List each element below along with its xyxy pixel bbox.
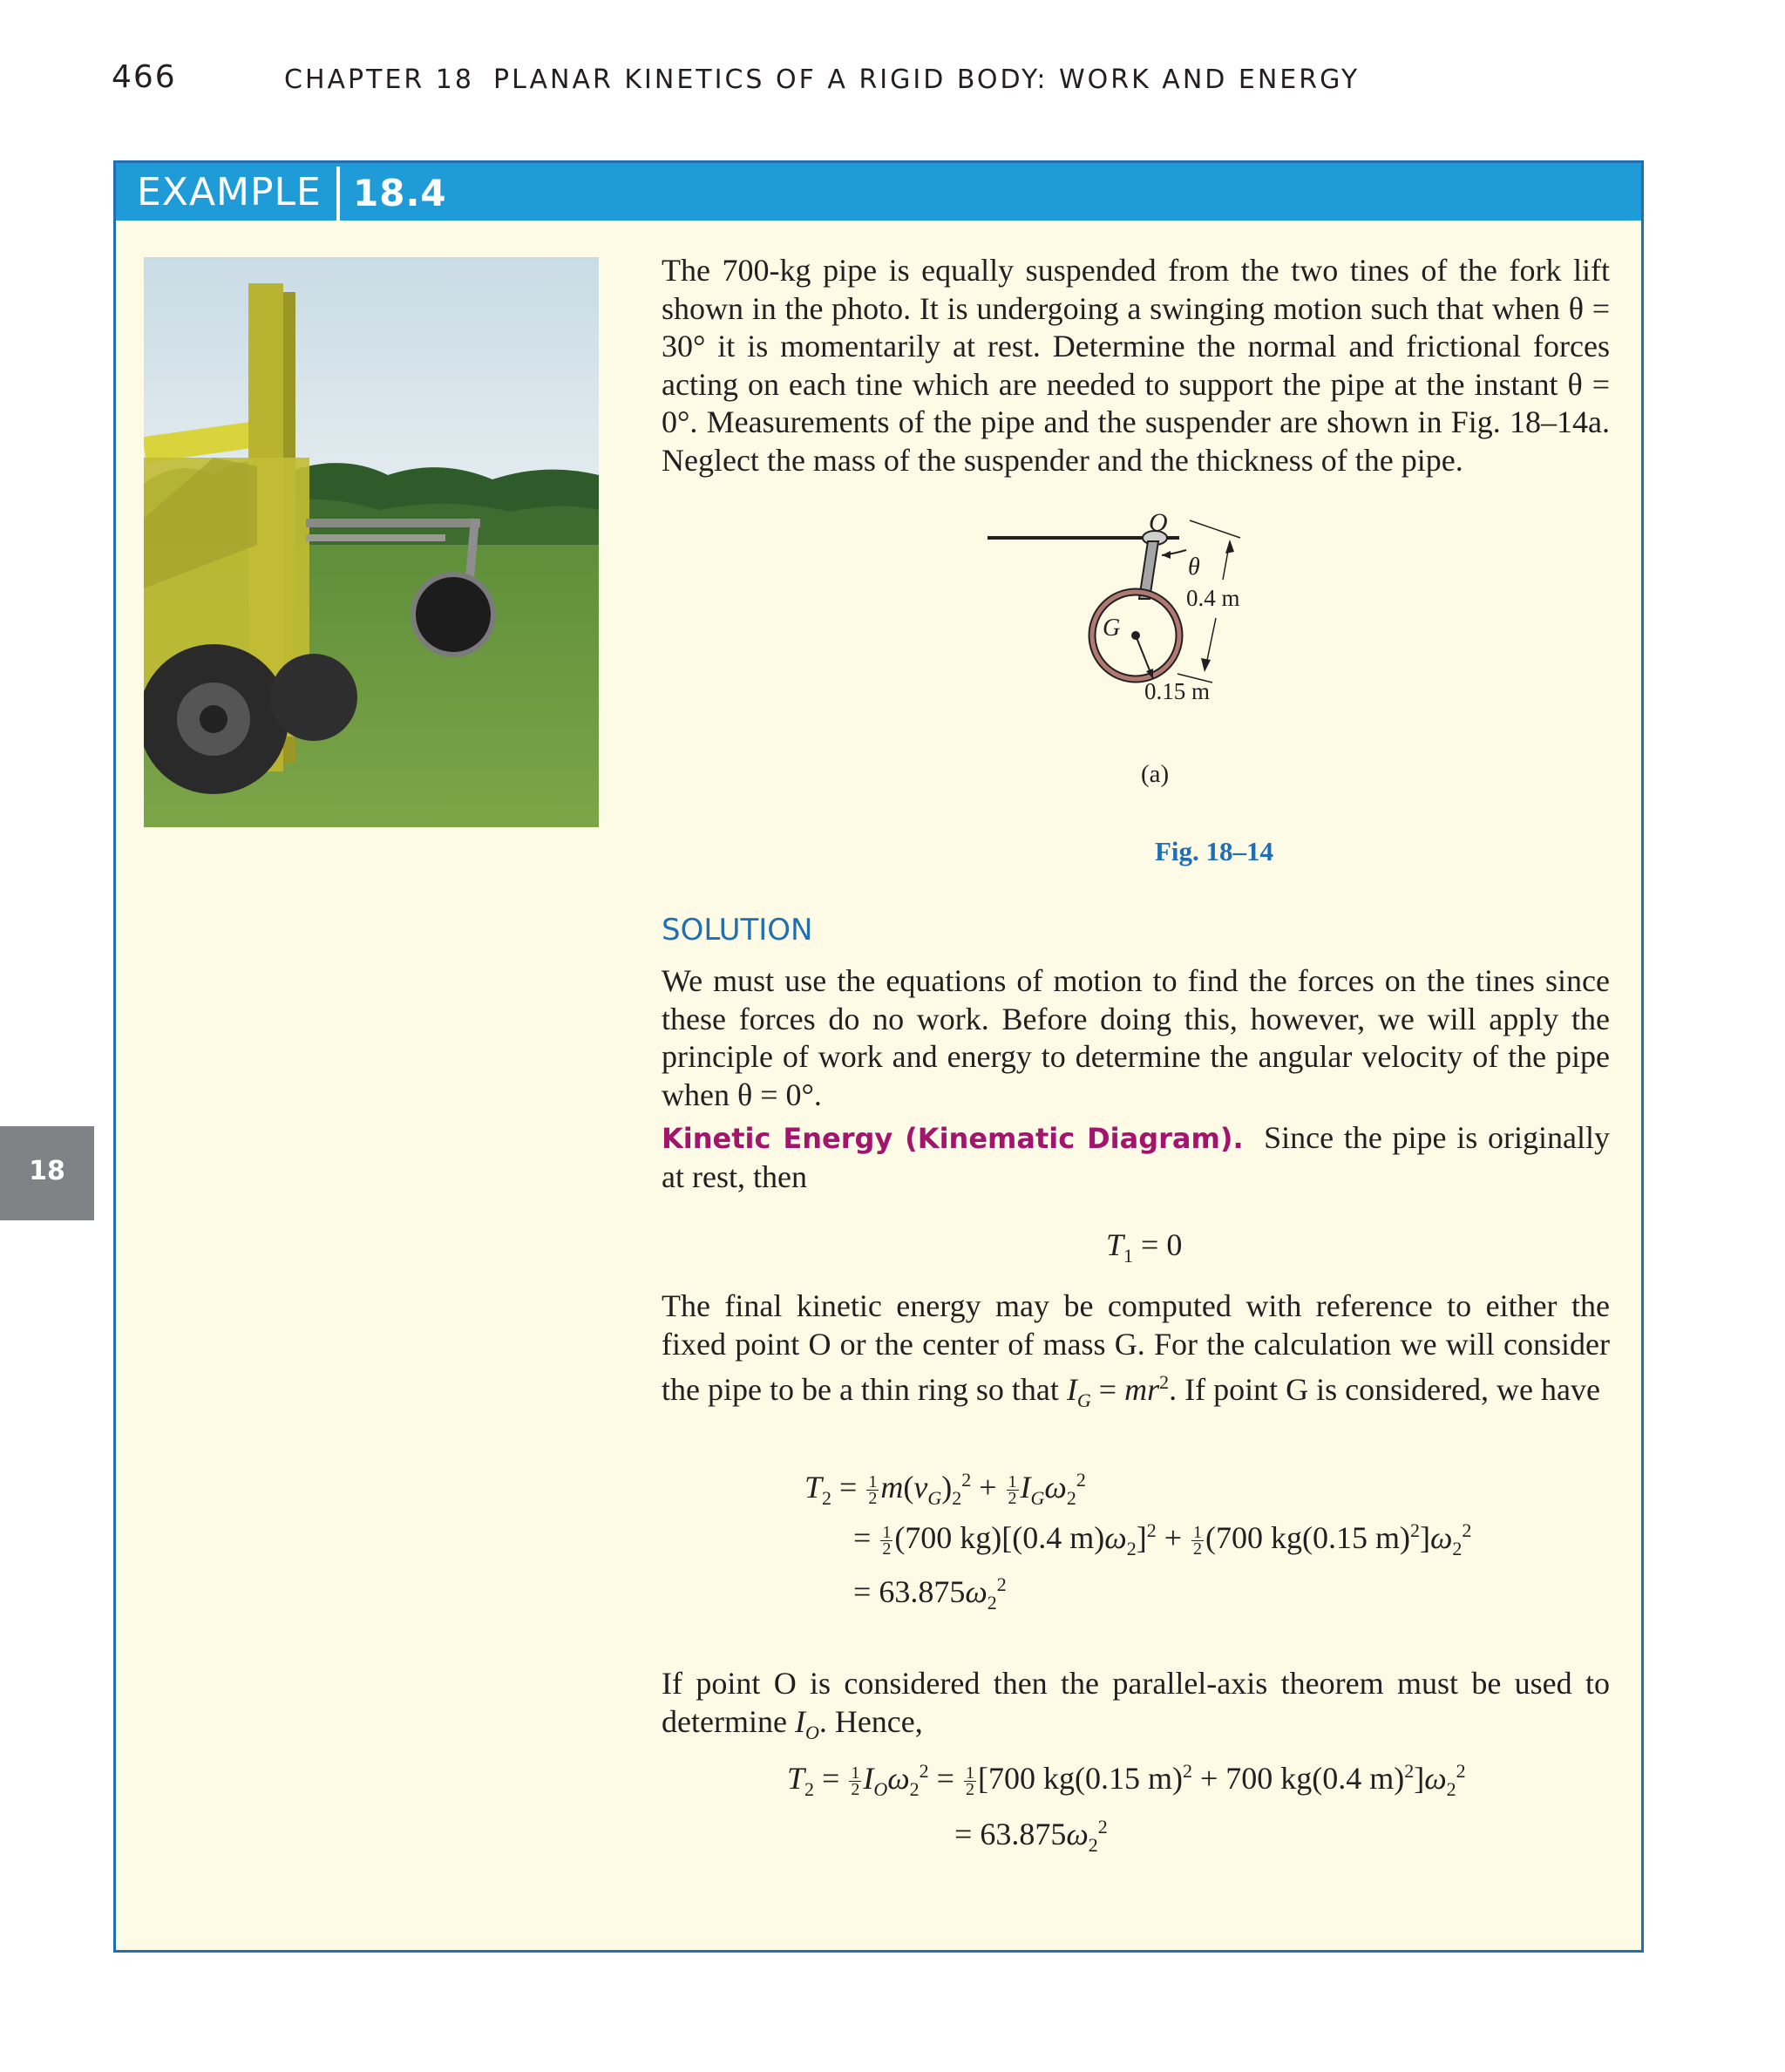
equation-T1-rhs: = 0 — [1141, 1227, 1183, 1262]
eq2-part-a: (700 kg)[(0.4 m) — [894, 1520, 1105, 1555]
equation-T1: $T_1 = 0$ — [1106, 1227, 1183, 1267]
parallel-axis-text-1: If point O is considered then the parallel-axis theorem must be used to determine — [662, 1666, 1610, 1739]
solution-intro: We must use the equations of motion to find the forces on the tines since these forces do no work. Before doing this, however, we will apply the principle of work and energy to determine the angular velocity of the pipe when θ = 0°. — [662, 963, 1610, 1112]
eq2-part-b: (700 kg(0.15 m) — [1205, 1520, 1410, 1555]
chapter-label: CHAPTER 18 — [284, 65, 474, 95]
example-box — [113, 160, 1644, 1953]
chapter-side-tab-label: 18 — [29, 1156, 65, 1186]
equation-T2-about-O-line1: $T_2$ = $\frac{1}{2}$ $I_O\omega_2^2$ = $\frac{1}{2}$ [700 kg(0.15 m)$^2$ + 700 kg(0.4 $m)^2]\omega_2^2$ — [787, 1760, 1466, 1801]
example-label: EXAMPLE — [137, 170, 322, 214]
equation-T2-line1: $T_2$ = $\frac{1}{2}$ $m(v_G)_2^2$ + $\frac{1}{2}$ $I_G\omega_2^2$ — [804, 1469, 1086, 1510]
label-theta: θ — [1188, 554, 1200, 581]
final-ke-text-2: . If point G is considered, we have — [1169, 1372, 1600, 1407]
problem-statement: The 700-kg pipe is equally suspended from the two tines of the fork lift shown in the photo. It is undergoing a swinging motion such that when θ = 30° it is momentarily at rest. Determine the normal and frictional forces acting on each tine which are needed to support the pipe at the instant θ = 0°. Measurements of the pipe and the suspender are shown in Fig. 18–14a. Neglect the mass of the suspender and the thickness of the pipe. — [662, 253, 1610, 478]
label-G: G — [1103, 615, 1121, 642]
equation-T2-line3: = $63.875\omega_2^2$ — [853, 1573, 1007, 1614]
equation-T2-about-O-line2: = $63.875\omega_2^2$ — [954, 1816, 1108, 1857]
final-kinetic-energy-paragraph: The final kinetic energy may be computed with reference to either the fixed point O or the center of mass G. For the calculation we will consider the pipe to be a thin ring so that $I_G = mr^2$. If point G is considered, we have — [662, 1288, 1610, 1412]
eq3-part-a: [700 kg(0.15 m) — [977, 1761, 1183, 1796]
label-radius: 0.15 m — [1144, 678, 1211, 704]
kinetic-energy-paragraph — [662, 1119, 1610, 1196]
eq3-part-b: + 700 kg(0.4 m) — [1191, 1761, 1405, 1796]
example-header-bar — [116, 163, 1641, 221]
forklift-photo — [144, 257, 599, 827]
solution-heading: SOLUTION — [662, 913, 813, 948]
eq3-result: 63.875 — [980, 1817, 1067, 1851]
chapter-title: PLANAR KINETICS OF A RIGID BODY: WORK AND ENERGY — [493, 65, 1361, 95]
kinetic-energy-heading: Kinetic Energy (Kinematic Diagram). — [662, 1122, 1244, 1155]
parallel-axis-text-2: . Hence, — [818, 1703, 923, 1739]
kinetic-energy-text: Since the pipe is originally at rest, then — [662, 1120, 1611, 1194]
parallel-axis-paragraph: If point O is considered then the parallel-axis theorem must be used to determine $I_O$. Hence, — [662, 1666, 1610, 1743]
figure-sub-label: (a) — [1141, 760, 1170, 788]
label-length: 0.4 m — [1186, 585, 1240, 611]
chapter-side-tab — [0, 1126, 94, 1220]
example-separator — [336, 166, 340, 221]
equation-T2-line2: = $\frac{1}{2}$ (700 kg)[(0.4 $m)\omega_2]^2$ + $\frac{1}{2}$ (700 kg(0.15 $m)^2]\omega_2^2$ — [853, 1519, 1472, 1560]
pipe-suspender-diagram — [988, 512, 1406, 799]
eq2-result: 63.875 — [879, 1574, 966, 1609]
page-number: 466 — [112, 59, 177, 95]
final-ke-text-1: The final kinetic energy may be computed with reference to either the fixed point O or the center of mass G. For the calculation we will consider the pipe to be a thin ring so that — [662, 1288, 1610, 1407]
figure-caption: Fig. 18–14 — [1154, 836, 1274, 866]
example-number: 18.4 — [353, 172, 447, 214]
label-O: O — [1149, 512, 1168, 537]
page-header — [0, 59, 1785, 103]
